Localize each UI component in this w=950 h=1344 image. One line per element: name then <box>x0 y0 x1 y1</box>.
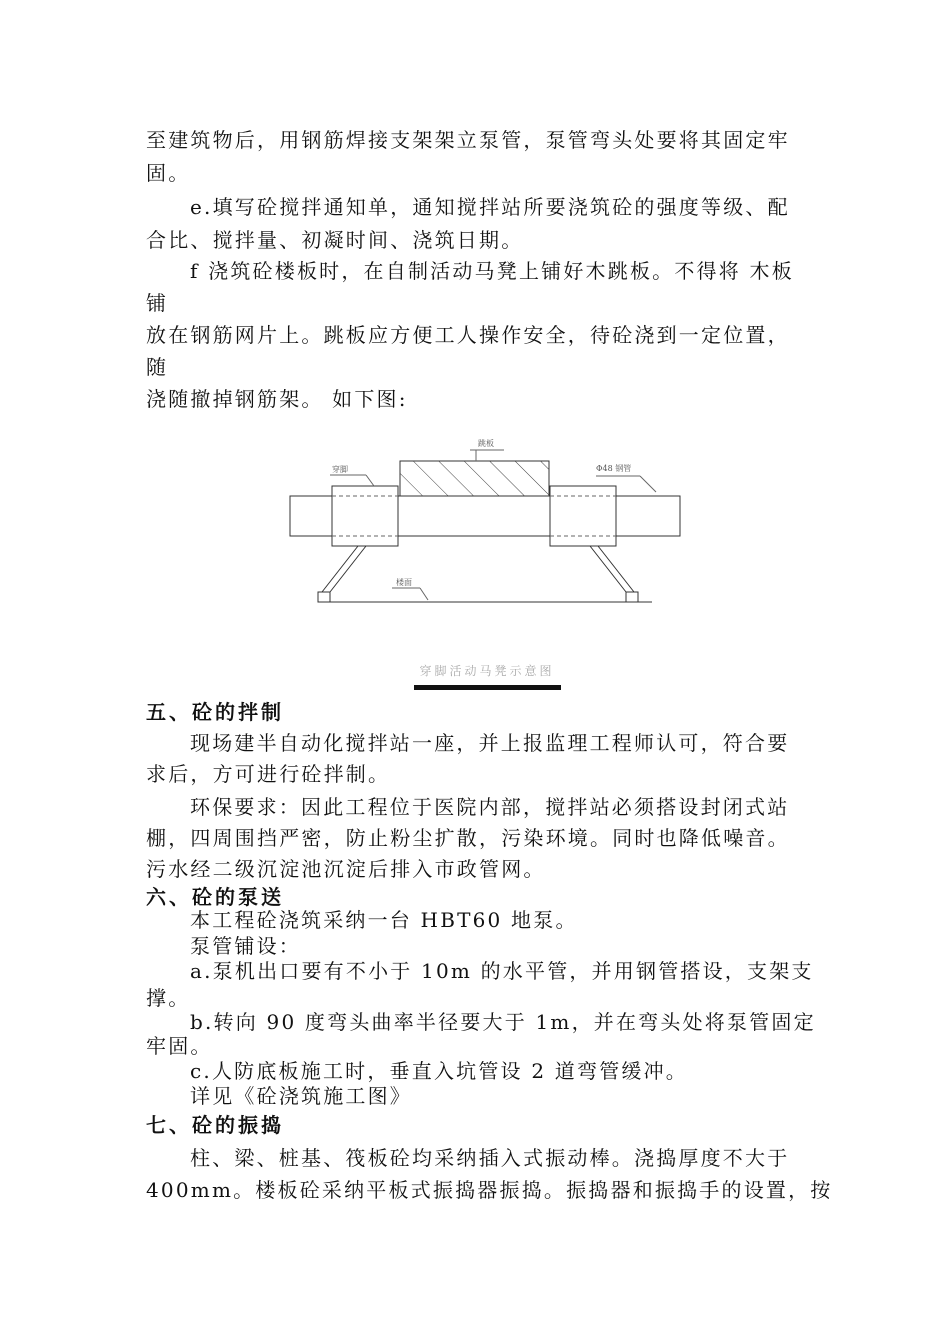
left-sleeve <box>332 486 398 546</box>
text-line: 随 <box>146 355 169 379</box>
stool-diagram <box>280 430 690 610</box>
text-line: 合比、搅拌量、初凝时间、浇筑日期。 <box>146 228 524 252</box>
text-line: 棚，四周围挡严密，防止粉尘扩散，污染环境。同时也降低噪音。 <box>146 826 790 850</box>
label-board: 跳板 <box>478 439 494 448</box>
label-steel: Φ48 钢管 <box>596 464 632 473</box>
text-line: c.人防底板施工时，垂直入坑管设 2 道弯管缓冲。 <box>190 1059 688 1083</box>
caption-underline <box>414 685 561 690</box>
text-line: 本工程砼浇筑采纳一台 HBT60 地泵。 <box>190 908 578 932</box>
text-line: f 浇筑砼楼板时，在自制活动马凳上铺好木跳板。不得将 木板 <box>190 259 794 283</box>
board <box>400 461 549 496</box>
text-line: 固。 <box>146 161 191 185</box>
figure-caption: 穿脚活动马凳示意图 <box>419 664 555 678</box>
text-line: 400mm。楼板砼采纳平板式振捣器振捣。振捣器和振捣手的设置，按 <box>146 1178 833 1202</box>
text-line: 放在钢筋网片上。跳板应方便工人操作安全，待砼浇到一定位置， <box>146 323 790 347</box>
section-heading: 五、砼的拌制 <box>146 700 284 724</box>
text-line: 详见《砼浇筑施工图》 <box>190 1084 412 1108</box>
text-line: a.泵机出口要有不小于 10m 的水平管，并用钢管搭设，支架支 <box>190 959 814 983</box>
text-line: 浇随撤掉钢筋架。 如下图: <box>146 387 408 411</box>
text-line: 求后，方可进行砼拌制。 <box>146 762 391 786</box>
right-sleeve <box>550 486 616 546</box>
text-line: 污水经二级沉淀池沉淀后排入市政管网。 <box>146 857 546 881</box>
section-heading: 七、砼的振捣 <box>146 1113 284 1137</box>
text-line: 铺 <box>146 291 169 315</box>
label-pipe: 穿脚 <box>332 465 348 474</box>
text-line: 泵管铺设： <box>190 934 301 958</box>
text-line: b.转向 90 度弯头曲率半径要大于 1m，并在弯头处将泵管固定 <box>190 1010 816 1034</box>
text-line: 现场建半自动化搅拌站一座，并上报监理工程师认可，符合要 <box>190 731 790 755</box>
text-line: 撑。 <box>146 986 191 1010</box>
label-floor: 楼面 <box>396 578 412 587</box>
text-line: 柱、梁、桩基、筏板砼均采纳插入式振动棒。浇捣厚度不大于 <box>190 1146 790 1170</box>
text-line: 至建筑物后，用钢筋焊接支架架立泵管，泵管弯头处要将其固定牢 <box>146 128 790 152</box>
text-line: e.填写砼搅拌通知单，通知搅拌站所要浇筑砼的强度等级、配 <box>190 195 790 219</box>
section-heading: 六、砼的泵送 <box>146 885 284 909</box>
text-line: 牢固。 <box>146 1034 213 1058</box>
text-line: 环保要求：因此工程位于医院内部，搅拌站必须搭设封闭式站 <box>190 795 790 819</box>
